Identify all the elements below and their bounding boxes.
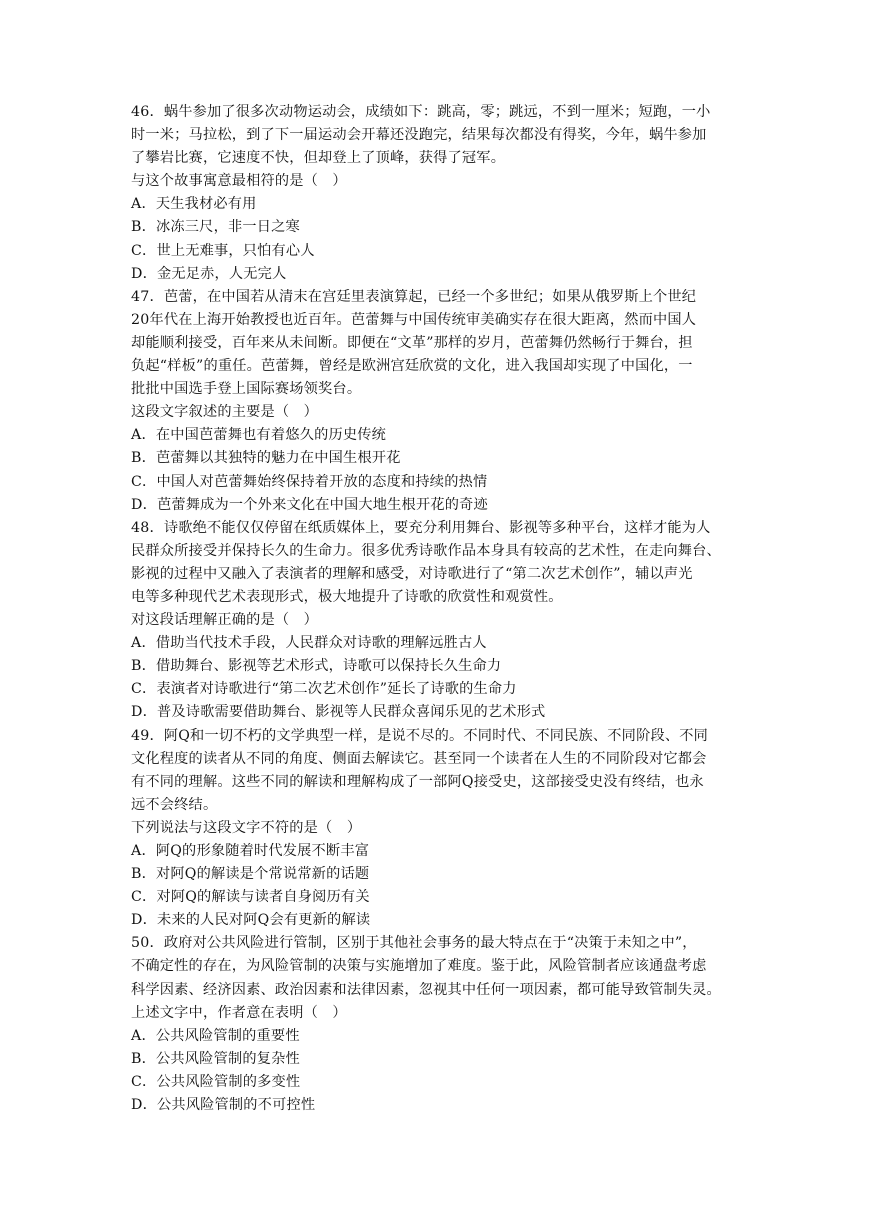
answer-option-c: C．表演者对诗歌进行“第二次艺术创作”延长了诗歌的生命力 [131,681,517,698]
question-stem-line: 不确定性的存在，为风险管制的决策与实施增加了难度。鉴于此，风险管制者应该通盘考虑 [131,958,707,975]
question-prompt: 上述文字中，作者意在表明（ ） [131,1004,347,1021]
answer-option-a: A．阿Q的形象随着时代发展不断丰富 [131,843,370,859]
question-stem-line: 民群众所接受并保持长久的生命力。很多优秀诗歌作品本身具有较高的艺术性，在走向舞台、 [131,542,721,559]
question-stem-line: 46．蜗牛参加了很多次动物运动会，成绩如下：跳高，零；跳远，不到一厘米；短跑，一小 [131,104,711,120]
answer-option-c: C．对阿Q的解读与读者自身阅历有关 [131,889,370,906]
answer-option-a: A．公共风险管制的重要性 [131,1027,300,1044]
answer-option-b: B．借助舞台、影视等艺术形式，诗歌可以保持长久生命力 [131,658,502,675]
question-stem-line: 48．诗歌绝不能仅仅停留在纸质媒体上，要充分利用舞台、影视等多种平台，这样才能为人 [131,519,711,536]
answer-option-a: A．天生我材必有用 [131,196,257,213]
question-47 [131,286,741,517]
answer-option-c: C．中国人对芭蕾舞始终保持着开放的态度和持续的热情 [131,473,488,490]
question-stem-line: 50．政府对公共风险进行管制，区别于其他社会事务的最大特点在于“决策于未知之中”， [131,935,697,952]
question-stem-line: 影视的过程中又融入了表演者的理解和感受，对诗歌进行了“第二次艺术创作”，辅以声光 [131,565,693,582]
question-stem-line: 20年代在上海开始教授也近百年。芭蕾舞与中国传统审美确实存在很大距离，然而中国人 [131,311,697,328]
answer-option-b: B．对阿Q的解读是个常说常新的话题 [131,866,370,883]
question-stem-line: 远不会终结。 [131,796,218,813]
answer-option-c: C．世上无难事，只怕有心人 [131,242,315,259]
question-stem-line: 科学因素、经济因素、政治因素和法律因素，忽视其中任何一项因素，都可能导致管制失灵。 [131,981,721,998]
question-46 [131,101,741,286]
question-stem-line: 却能顺利接受，百年来从未间断。即便在“文革”那样的岁月，芭蕾舞仍然畅行于舞台，担 [131,334,693,351]
question-stem-line: 负起“样板”的重任。芭蕾舞，曾经是欧洲宫廷欣赏的文化，进入我国却实现了中国化，一 [131,358,693,375]
question-prompt: 对这段话理解正确的是（ ） [131,612,319,629]
answer-option-b: B．冰冻三尺，非一日之寒 [131,219,300,236]
answer-option-d: D．芭蕾舞成为一个外来文化在中国大地生根开花的奇迹 [131,496,488,513]
question-stem-line: 时一米；马拉松，到了下一届运动会开幕还没跑完，结果每次都没有得奖，今年，蜗牛参加 [131,127,707,144]
question-list [131,101,741,1117]
answer-option-b: B．公共风险管制的复杂性 [131,1050,300,1067]
question-stem-line: 有不同的理解。这些不同的解读和理解构成了一部阿Q接受史，这部接受史没有终结，也永 [131,773,704,790]
answer-option-c: C．公共风险管制的多变性 [131,1073,301,1090]
answer-option-a: A．借助当代技术手段，人民群众对诗歌的理解远胜古人 [131,635,487,652]
question-stem-line: 47．芭蕾，在中国若从清末在宫廷里表演算起，已经一个多世纪；如果从俄罗斯上个世纪 [131,288,697,305]
answer-option-d: D．金无足赤，人无完人 [131,265,287,282]
answer-option-a: A．在中国芭蕾舞也有着悠久的历史传统 [131,427,387,444]
question-stem-line: 批批中国选手登上国际赛场领奖台。 [131,381,362,398]
question-stem-line: 文化程度的读者从不同的角度、侧面去解读它。甚至同一个读者在人生的不同阶段对它都会 [131,750,707,767]
answer-option-d: D．普及诗歌需要借助舞台、影视等人民群众喜闻乐见的艺术形式 [131,704,546,721]
question-48 [131,517,741,725]
answer-option-d: D．未来的人民对阿Q会有更新的解读 [131,912,371,929]
question-49 [131,725,741,933]
answer-option-d: D．公共风险管制的不可控性 [131,1097,316,1114]
answer-option-b: B．芭蕾舞以其独特的魅力在中国生根开花 [131,450,401,467]
question-prompt: 这段文字叙述的主要是（ ） [131,404,319,421]
question-50 [131,932,741,1117]
question-prompt: 下列说法与这段文字不符的是（ ） [131,819,362,836]
question-stem-line: 了攀岩比赛，它速度不快，但却登上了顶峰，获得了冠军。 [131,150,506,167]
question-stem-line: 49．阿Q和一切不朽的文学典型一样，是说不尽的。不同时代、不同民族、不同阶段、不同 [131,727,709,744]
question-prompt: 与这个故事寓意最相符的是（ ） [131,173,347,190]
question-stem-line: 电等多种现代艺术表现形式，极大地提升了诗歌的欣赏性和观赏性。 [131,588,563,605]
